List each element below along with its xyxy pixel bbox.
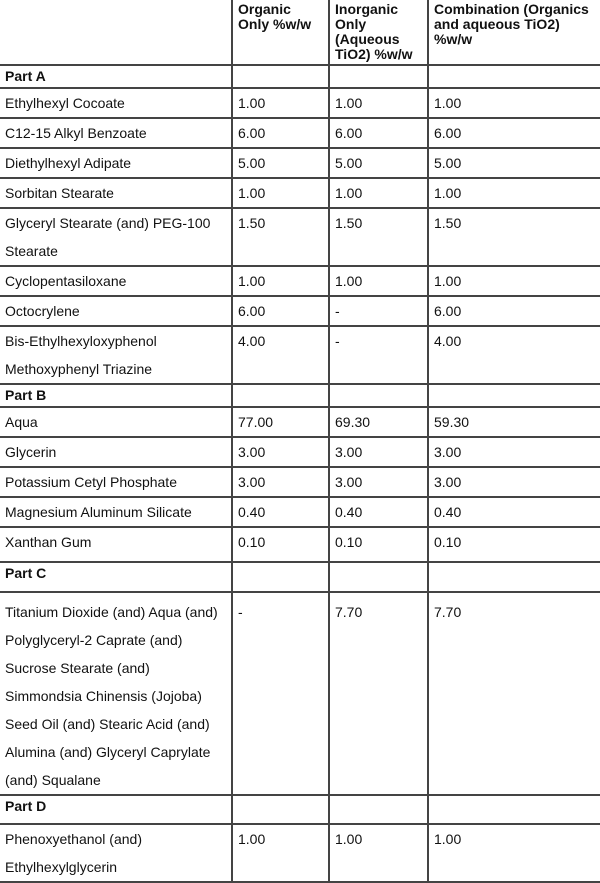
table-row	[0, 592, 600, 795]
combination-cell: 6.00	[428, 296, 600, 326]
organic-only-cell: 0.40	[232, 497, 329, 527]
header-inorganic-only: Inorganic Only (Aqueous TiO2) %w/w	[329, 0, 428, 65]
organic-only-cell: 6.00	[232, 118, 329, 148]
ingredient-cell: Magnesium Aluminum Silicate	[0, 497, 232, 527]
combination-cell: 1.50	[428, 208, 600, 266]
inorganic-only-cell: 1.00	[329, 824, 428, 882]
ingredient-cell: Bis-Ethylhexyloxyphenol Methoxyphenyl Triazine	[0, 326, 232, 384]
organic-only-cell: 1.00	[232, 824, 329, 882]
combination-cell: 3.00	[428, 437, 600, 467]
header-ingredient	[0, 0, 232, 65]
combination-cell	[428, 795, 600, 824]
ingredient-cell: Sorbitan Stearate	[0, 178, 232, 208]
ingredient-cell: Glycerin	[0, 437, 232, 467]
table-row	[0, 148, 600, 178]
header-organic-only: Organic Only %w/w	[232, 0, 329, 65]
inorganic-only-cell: 0.40	[329, 497, 428, 527]
combination-cell: 1.00	[428, 824, 600, 882]
section-label: Part C	[0, 562, 232, 592]
combination-cell: 0.40	[428, 497, 600, 527]
organic-only-cell: 77.00	[232, 407, 329, 437]
inorganic-only-cell: 6.00	[329, 118, 428, 148]
inorganic-only-cell: 1.00	[329, 178, 428, 208]
combination-cell: 3.00	[428, 467, 600, 497]
table-row	[0, 118, 600, 148]
table-row	[0, 296, 600, 326]
organic-only-cell: 4.00	[232, 326, 329, 384]
ingredient-cell: C12-15 Alkyl Benzoate	[0, 118, 232, 148]
organic-only-cell	[232, 795, 329, 824]
organic-only-cell: 3.00	[232, 467, 329, 497]
ingredient-cell: Octocrylene	[0, 296, 232, 326]
inorganic-only-cell	[329, 795, 428, 824]
ingredient-cell: Titanium Dioxide (and) Aqua (and) Polyglyceryl-2 Caprate (and) Sucrose Stearate (and) Simmondsia Chinensis (Jojoba) Seed Oil (and) Stearic Acid (and) Alumina (and) Glyceryl Caprylate (and) Squalane	[0, 592, 232, 795]
section-label: Part B	[0, 384, 232, 407]
combination-cell: 59.30	[428, 407, 600, 437]
organic-only-cell: 1.50	[232, 208, 329, 266]
inorganic-only-cell: 1.50	[329, 208, 428, 266]
inorganic-only-cell: 3.00	[329, 437, 428, 467]
inorganic-only-cell: -	[329, 326, 428, 384]
table-row	[0, 88, 600, 118]
combination-cell	[428, 562, 600, 592]
ingredient-cell: Cyclopentasiloxane	[0, 266, 232, 296]
section-label: Part A	[0, 65, 232, 88]
header-combination: Combination (Organics and aqueous TiO2) %w/w	[428, 0, 600, 65]
table-row	[0, 326, 600, 384]
section-row	[0, 384, 600, 407]
inorganic-only-cell: 1.00	[329, 88, 428, 118]
organic-only-cell: -	[232, 592, 329, 795]
section-row	[0, 795, 600, 824]
combination-cell: 1.00	[428, 88, 600, 118]
combination-cell: 0.10	[428, 527, 600, 562]
combination-cell	[428, 65, 600, 88]
section-row	[0, 562, 600, 592]
table-row	[0, 178, 600, 208]
organic-only-cell	[232, 562, 329, 592]
inorganic-only-cell: 1.00	[329, 266, 428, 296]
table-row	[0, 824, 600, 882]
combination-cell	[428, 384, 600, 407]
ingredient-cell: Glyceryl Stearate (and) PEG-100 Stearate	[0, 208, 232, 266]
inorganic-only-cell: 5.00	[329, 148, 428, 178]
inorganic-only-cell	[329, 65, 428, 88]
section-label: Part D	[0, 795, 232, 824]
inorganic-only-cell	[329, 562, 428, 592]
organic-only-cell: 1.00	[232, 88, 329, 118]
ingredient-cell: Aqua	[0, 407, 232, 437]
table-row	[0, 266, 600, 296]
table-row	[0, 497, 600, 527]
table-row	[0, 467, 600, 497]
header-row	[0, 0, 600, 65]
ingredient-cell: Diethylhexyl Adipate	[0, 148, 232, 178]
table-row	[0, 407, 600, 437]
ingredient-cell: Phenoxyethanol (and) Ethylhexylglycerin	[0, 824, 232, 882]
table-row	[0, 437, 600, 467]
organic-only-cell: 6.00	[232, 296, 329, 326]
table-row	[0, 208, 600, 266]
ingredient-cell: Ethylhexyl Cocoate	[0, 88, 232, 118]
organic-only-cell: 1.00	[232, 178, 329, 208]
combination-cell: 1.00	[428, 266, 600, 296]
organic-only-cell: 1.00	[232, 266, 329, 296]
organic-only-cell: 3.00	[232, 437, 329, 467]
ingredient-cell: Potassium Cetyl Phosphate	[0, 467, 232, 497]
section-row	[0, 65, 600, 88]
inorganic-only-cell	[329, 384, 428, 407]
inorganic-only-cell: -	[329, 296, 428, 326]
combination-cell: 1.00	[428, 178, 600, 208]
combination-cell: 7.70	[428, 592, 600, 795]
ingredient-cell: Xanthan Gum	[0, 527, 232, 562]
combination-cell: 4.00	[428, 326, 600, 384]
combination-cell: 5.00	[428, 148, 600, 178]
organic-only-cell: 0.10	[232, 527, 329, 562]
inorganic-only-cell: 69.30	[329, 407, 428, 437]
combination-cell: 6.00	[428, 118, 600, 148]
inorganic-only-cell: 3.00	[329, 467, 428, 497]
table-row	[0, 527, 600, 562]
inorganic-only-cell: 0.10	[329, 527, 428, 562]
organic-only-cell: 5.00	[232, 148, 329, 178]
organic-only-cell	[232, 65, 329, 88]
inorganic-only-cell: 7.70	[329, 592, 428, 795]
organic-only-cell	[232, 384, 329, 407]
